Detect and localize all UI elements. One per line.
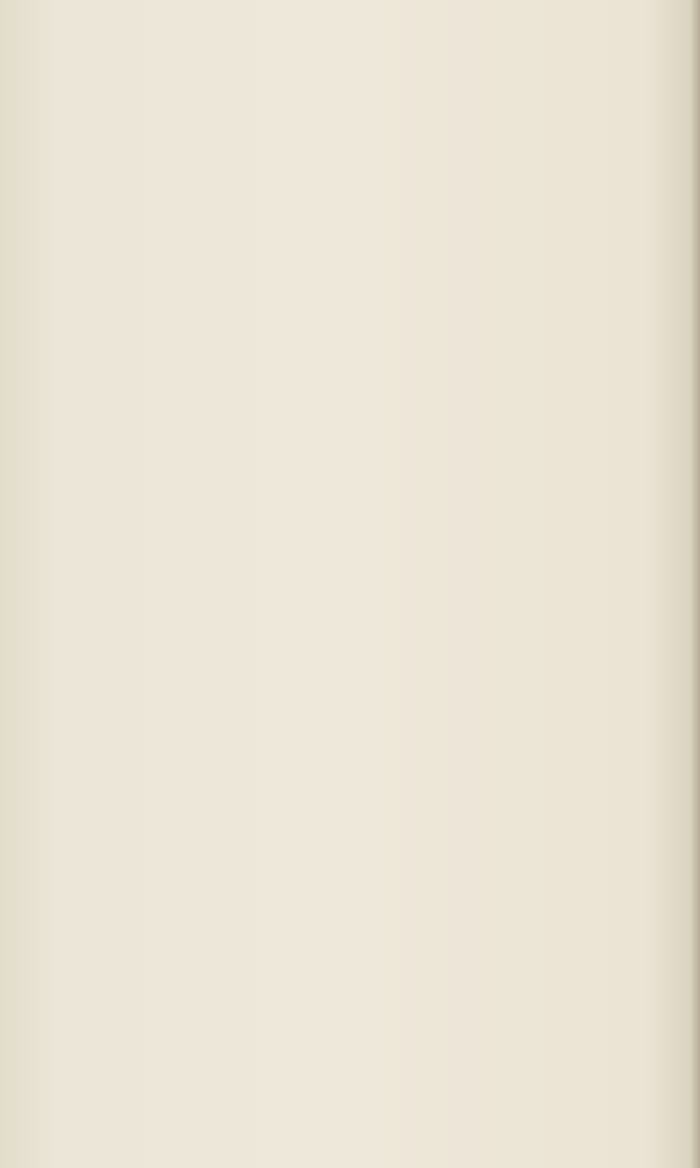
text-block: [222, 128, 624, 310]
ornament-band-2: [222, 258, 624, 274]
page-gutter-shadow: [690, 0, 700, 1168]
ornament-band-1: [222, 170, 624, 186]
spacer: [222, 288, 624, 310]
spacer: [222, 202, 624, 232]
spacer: [222, 146, 624, 170]
spacer: [222, 244, 624, 258]
spacer: [222, 186, 624, 202]
running-head: [222, 128, 624, 146]
spacer: [222, 274, 624, 288]
spacer: [222, 232, 624, 244]
